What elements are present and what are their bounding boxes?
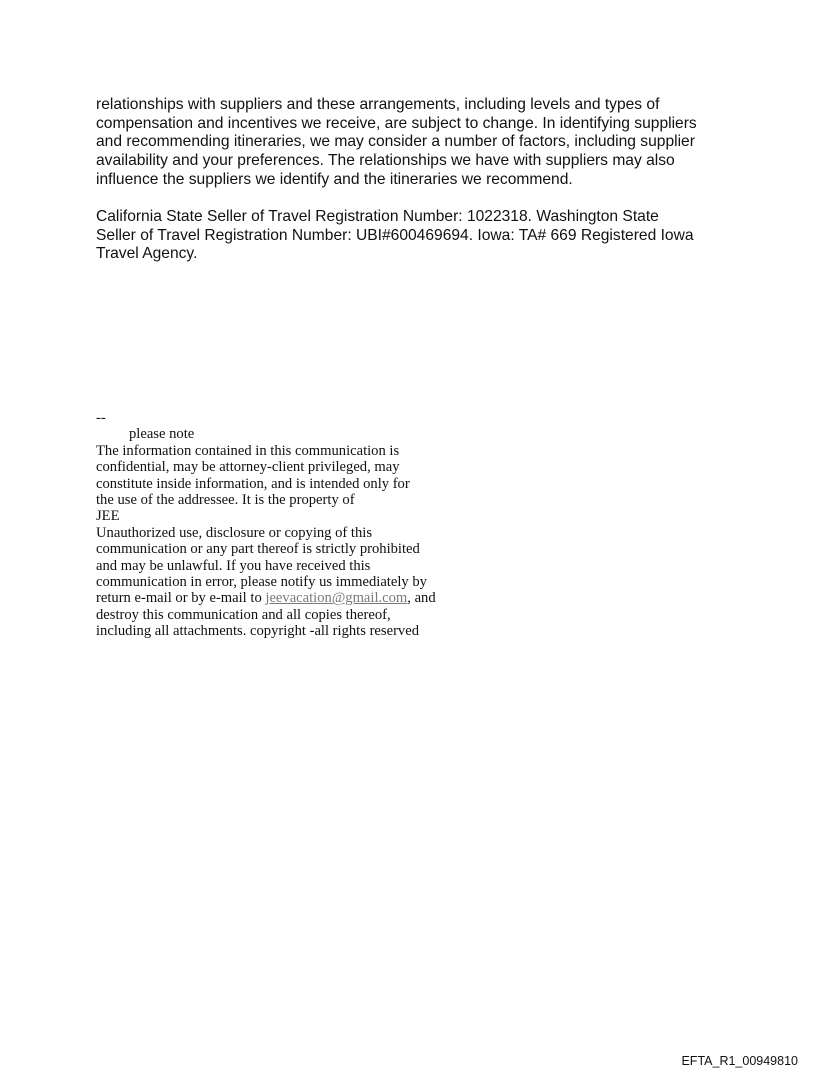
notice-line: and may be unlawful. If you have received this [96,557,371,574]
email-link[interactable]: jeevacation@gmail.com [265,590,408,607]
body-paragraph-supplier-relationships [96,96,726,190]
paragraph-line: California State Seller of Travel Registration Number: 1022318. Washington State [96,208,659,225]
notice-heading: please note [129,426,195,443]
notice-line: the use of the addressee. It is the property of [96,492,355,509]
notice-line: destroy this communication and all copies thereof, [96,606,391,623]
body-paragraph-registration-numbers [96,208,726,264]
paragraph-line: relationships with suppliers and these arrangements, including levels and types of [96,96,660,113]
signature-separator: -- [96,410,106,426]
email-line-prefix: return e-mail or by e-mail to [96,590,266,607]
paragraph-line: Travel Agency. [96,245,198,263]
email-line-suffix: , and [407,590,436,607]
paragraph-line: influence the suppliers we identify and the itineraries we recommend. [96,170,573,188]
paragraph-line: availability and your preferences. The relationships we have with suppliers may also [96,152,675,170]
paragraph-line: and recommending itineraries, we may consider a number of factors, including supplier [96,133,695,151]
confidentiality-notice [96,410,516,640]
notice-email-line [96,590,516,606]
paragraph-line: compensation and incentives we receive, are subject to change. In identifying suppliers [96,114,697,132]
paragraph-line: Seller of Travel Registration Number: UBI#600469694. Iowa: TA# 669 Registered Iowa [96,226,694,244]
notice-line: communication or any part thereof is strictly prohibited [96,541,420,558]
notice-line: constitute inside information, and is intended only for [96,475,410,492]
notice-line: Unauthorized use, disclosure or copying of this [96,524,373,541]
notice-line: communication in error, please notify us immediately by [96,574,427,591]
notice-line: JEE [96,508,120,525]
notice-line: confidential, may be attorney-client privileged, may [96,459,400,476]
notice-line: The information contained in this communication is [96,442,400,459]
notice-line: including all attachments. copyright -all rights reserved [96,623,419,640]
document-id-footer: EFTA_R1_00949810 [681,1054,798,1068]
